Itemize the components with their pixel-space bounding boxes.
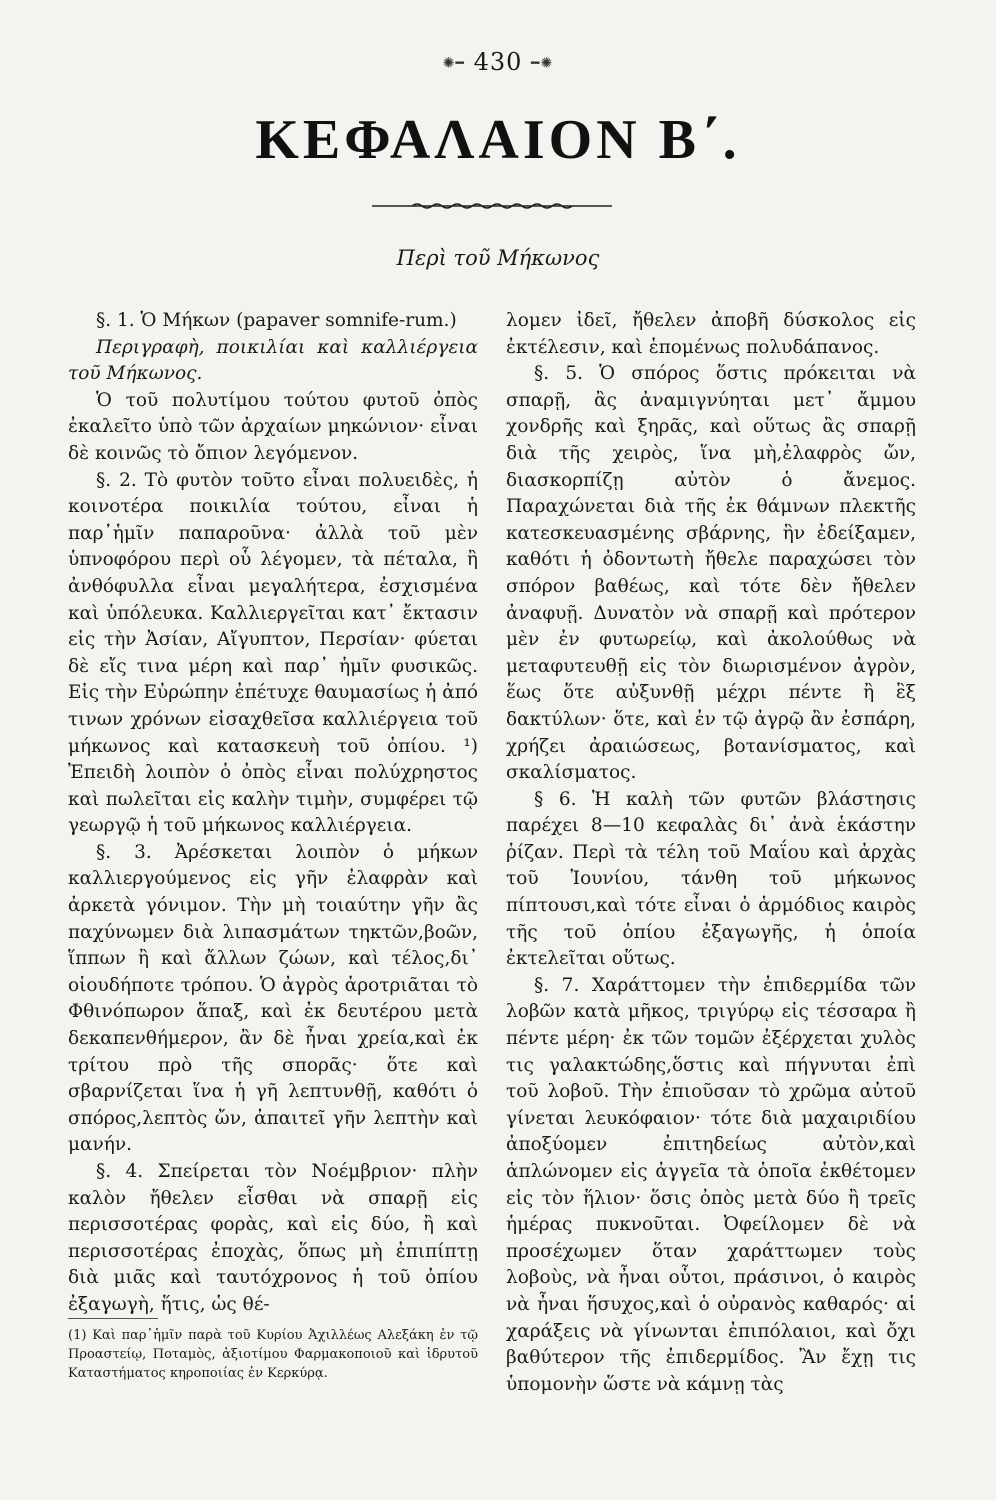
footnote: (1) Καὶ παρ᾽ἡμῖν παρὰ τοῦ Κυρίου Ἀχιλλέως Αλεξάκη ἐν τῷ Προαστείῳ, Ποταμὸς, ἀξιοτίμου Φαρμακοποιοῦ καὶ ἱδρυτοῦ Καταστήματος κηροποιίας ἐν Κερκύρᾳ. <box>68 1328 478 1381</box>
chapter-title: ΚΕΦΑΛΑΙΟΝ Β΄. <box>255 109 741 171</box>
paragraph: § 6. Ἡ καλὴ τῶν φυτῶν βλάστησις παρέχει 8—10 κεφαλὰς δι᾽ ἀνὰ ἑκάστην ῥίζαν. Περὶ τὰ τέλη τοῦ Μαΐου καὶ ἀρχὰς τοῦ Ἰουνίου, τάνθη τοῦ μήκωνος πίπτουσι,καὶ τότε εἶναι ὁ ἁρμόδιος καιρὸς τῆς τοῦ ὀπίου ἐξαγωγῆς, ἡ ὁποία ἐκτελεῖται οὕτως. <box>506 788 916 970</box>
left-column <box>68 308 478 1319</box>
paragraph: §. 3. Ἀρέσκεται λοιπὸν ὁ μήκων καλλιεργούμενος εἰς γῆν ἐλαφρὰν καὶ ἀρκετὰ γόνιμον. Τὴν μὴ τοιαύτην γῆν ἂς παχύνωμεν διὰ λιπασμάτων τηκτῶν,βοῶν, ἵππων ἢ καὶ ἄλλων ζώων, καὶ τέλος,δι᾽ οἱουδήποτε τρόπου. Ὁ ἀγρὸς ἀροτριᾶται τὸ Φθινόπωρον ἅπαξ, καὶ ἐκ δευτέρου μετὰ δεκαπενθήμερον, ἂν δὲ ἦναι χρεία,καὶ ἐκ τρίτου πρὸ τῆς σπορᾶς· ὅτε καὶ σβαρνίζεται ἵνα ἡ γῆ λεπτυνθῇ, καθότι ὁ σπόρος,λεπτὸς ὤν, ἀπαιτεῖ γῆν λεπτὴν καὶ μανήν. <box>68 841 478 1156</box>
paragraph: §. 2. Τὸ φυτὸν τοῦτο εἶναι πολυειδὲς, ἡ κοινοτέρα ποικιλία τούτου, εἶναι ἡ παρ᾽ἡμῖν παπαροῦνα· ἀλλὰ τοῦ μὲν ὑπνοφόρου περὶ οὗ λέγομεν, τὰ πέταλα, ἢ ἀνθόφυλλα εἶναι μεγαλήτερα, ἐσχισμένα καὶ ὑπόλευκα. Καλλιεργεῖται κατ᾽ ἔκτασιν εἰς τὴν Ἀσίαν, Αἴγυπτον, Περσίαν· φύεται δὲ εἴς τινα μέρη καὶ παρ᾽ ἡμῖν φυσικῶς. Εἰς τὴν Εὐρώπην ἐπέτυχε θαυμασίως ἡ ἀπό τινων χρόνων εἰσαχθεῖσα καλλιέργεια τοῦ μήκωνος καὶ κατασκευὴ τοῦ ὀπίου. ¹) Ἐπειδὴ λοιπὸν ὁ ὀπὸς εἶναι πολύχρηστος καὶ πωλεῖται εἰς καλὴν τιμὴν, συμφέρει τῷ γεωργῷ ἡ τοῦ μήκωνος καλλιέργεια. <box>68 469 478 837</box>
paragraph: §. 1. Ὁ Μήκων (papaver somnife-rum.) <box>96 310 457 331</box>
paragraph-subheading: Περιγραφὴ, ποικιλίαι καὶ καλλιέργεια τοῦ Μήκωνος. <box>68 336 478 385</box>
paragraph: λομεν ἰδεῖ, ἤθελεν ἀποβῆ δύσκολος εἰς ἐκτέλεσιν, καὶ ἑπομένως πολυδάπανος. <box>506 310 916 358</box>
section-heading: Περὶ τοῦ Μήκωνος <box>396 246 600 270</box>
paragraph: §. 7. Χαράττομεν τὴν ἐπιδερμίδα τῶν λοβῶν κατὰ μῆκος, τριγύρῳ εἰς τέσσαρα ἢ πέντε μέρη· ἐκ τῶν τομῶν ἐξέρχεται χυλὸς τις γαλακτώδης,ὅστις καὶ πήγνυται ἐπὶ τοῦ λοβοῦ. Τὴν ἐπιοῦσαν τὸ χρῶμα αὐτοῦ γίνεται λευκόφαιον· τότε διὰ μαχαιριδίου ἀποξύομεν ἐπιτηδείως αὐτὸν,καὶ ἁπλώνομεν εἰς ἀγγεῖα τὰ ὁποῖα ἐκθέτομεν εἰς τὸν ἥλιον· ὅσις ὀπὸς μετὰ δύο ἢ τρεῖς ἡμέρας πυκνοῦται. Ὀφείλομεν δὲ νὰ προσέχωμεν ὅταν χαράττωμεν τοὺς λοβοὺς, νὰ ἦναι οὗτοι, πράσινοι, ὁ καιρὸς νὰ ἦναι ἥσυχος,καὶ ὁ οὐρανὸς καθαρός· αἱ χαράξεις νὰ γίνωνται ἐπιπόλαιοι, καὶ ὄχι βαθύτερον τῆς ἐπιδερμίδος. Ἂν ἔχῃ τις ὑπομονὴν ὥστε νὰ κάμνῃ τὰς <box>506 974 916 1395</box>
ornamental-divider-icon <box>372 202 612 210</box>
ornament-right-icon: ━✺ <box>531 55 554 72</box>
page-number <box>0 48 996 76</box>
paragraph: Ὁ τοῦ πολυτίμου τούτου φυτοῦ ὀπὸς ἐκαλεῖτο ὑπὸ τῶν ἀρχαίων μηκώνιον· εἶναι δὲ κοινῶς τὸ ὄπιον λεγόμενον. <box>68 389 478 464</box>
ornament-left-icon: ✺━ <box>442 55 465 72</box>
paragraph: §. 4. Σπείρεται τὸν Νοέμβριον· πλὴν καλὸν ἤθελεν εἶσθαι νὰ σπαρῇ εἰς περισσοτέρας φορὰς, καὶ εἰς δύο, ἢ καὶ περισσοτέρας ἐποχὰς, ὅπως μὴ ἐπιπίπτῃ διὰ μιᾶς καὶ ταυτόχρονος ἡ τοῦ ὀπίου ἐξαγωγὴ, ἥτις, ὡς θέ- <box>68 1161 478 1315</box>
right-column <box>506 308 916 1398</box>
page-number-text: 430 <box>473 48 523 76</box>
paragraph: §. 5. Ὁ σπόρος ὅστις πρόκειται νὰ σπαρῇ, ἂς ἀναμιγνύηται μετ᾽ ἄμμου χονδρῆς καὶ ξηρᾶς, καὶ οὕτως ἂς σπαρῇ διὰ τῆς χειρὸς, ἵνα μὴ,ἐλαφρὸς ὤν, διασκορπίζῃ αὐτὸν ὁ ἄνεμος. Παραχώνεται διὰ τῆς ἐκ θάμνων πλεκτῆς κατεσκευασμένης σβάρνης, ἣν ἐδείξαμεν, καθότι ἡ ὀδοντωτὴ ἤθελε παραχώσει τὸν σπόρον βαθέως, καὶ τότε δὲν ἤθελεν ἀναφυῇ. Δυνατὸν νὰ σπαρῇ καὶ πρότερον μὲν ἐν φυτωρείῳ, καὶ ἀκολούθως νὰ μεταφυτευθῇ εἰς τὸν διωρισμένον ἀγρὸν, ἕως ὅτε αὐξυνθῇ μέχρι πέντε ἢ ἓξ δακτύλων· ὅτε, καὶ ἐν τῷ ἀγρῷ ἂν ἐσπάρη, χρήζει ἀραιώσεως, βοτανίσματος, καὶ σκαλίσματος. <box>506 363 916 784</box>
footnote-divider <box>68 1318 158 1319</box>
